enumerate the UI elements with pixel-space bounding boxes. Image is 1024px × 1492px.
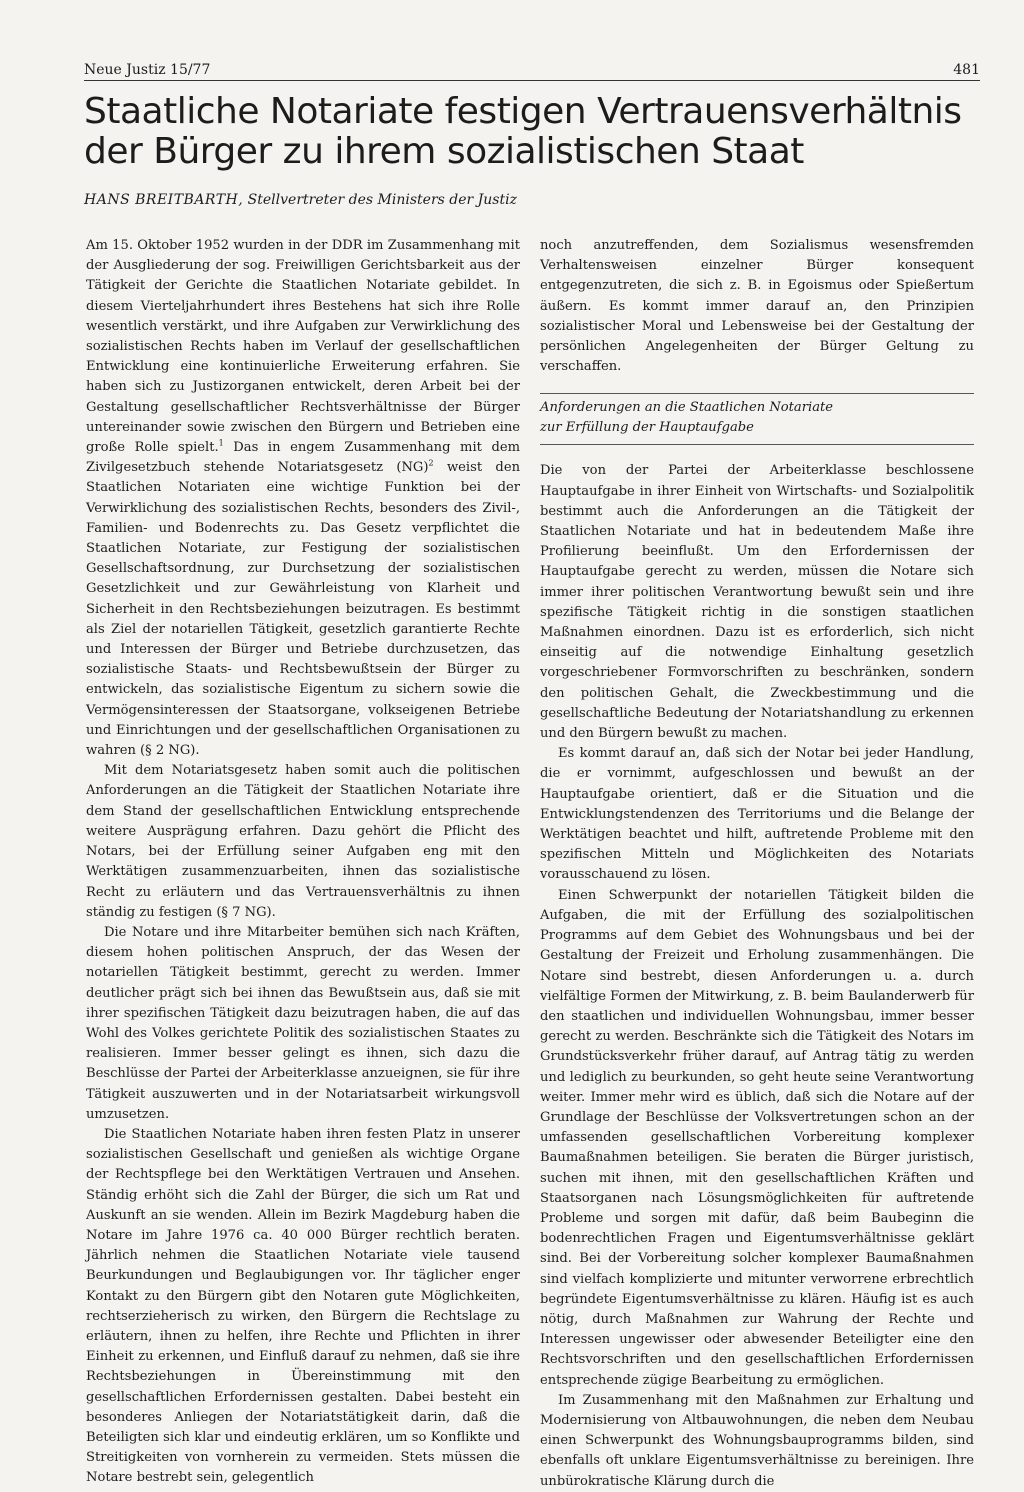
section-heading-line-2: zur Erfüllung der Hauptaufgabe [540, 420, 754, 436]
title-line-2: der Bürger zu ihrem sozialistischen Staat [84, 131, 804, 172]
paragraph: Die von der Partei der Arbeiterklasse beschlossene Hauptaufgabe in ihrer Einheit von Wirtschafts- und Sozialpolitik bestimmt auch die Anforderungen an die Tätigkeit der Staatlichen Notariate und hat in bedeutendem Maße ihre Profilierung beeinflußt. Um den Erfordernissen der Hauptaufgabe gerecht zu werden, müssen die Notare sich immer ihrer politischen Verantwortung bewußt sein und ihre spezifische Tätigkeit richtig in die sonstigen staatlichen Maßnahmen einordnen. Dazu ist es erforderlich, sich nicht einseitig auf die notwendige Einhaltung gesetzlich vorgeschriebener Formvorschriften zu beschränken, sondern den politischen Gehalt, die Zweckbestimmung und die gesellschaftliche Bedeutung der Notariatshandlung zu erkennen und den Bürgern bewußt zu machen. [540, 463, 974, 742]
footnote-marker: 2 [428, 458, 434, 468]
paragraph-text: Das in engem Zusammenhang mit dem Zivilgesetzbuch stehende Notariatsgesetz (NG) [86, 440, 520, 476]
section-heading [540, 393, 974, 445]
paragraph: Die Notare und ihre Mitarbeiter bemühen sich nach Kräften, diesem hohen politischen Anspruch, der das Wesen der notariellen Tätigkeit bestimmt, gerecht zu werden. Immer deutlicher prägt sich bei ihnen das Bewußtsein aus, daß sie mit ihrer spezifischen Tätigkeit dazu beizutragen haben, die auf das Wohl des Volkes gerichtete Politik des sozialistischen Staates zu realisieren. Immer besser gelingt es ihnen, sich dazu die Beschlüsse der Partei der Arbeiterklasse anzueignen, sie für ihre Tätigkeit auszuwerten und in der Notariatsarbeit wirkungsvoll umzusetzen. [86, 924, 520, 1122]
paragraph: noch anzutreffenden, dem Sozialismus wesensfremden Verhaltensweisen einzelner Bürger konsequent entgegenzutreten, die sich z. B. in Egoismus oder Spießertum äußern. Es kommt immer darauf an, den Prinzipien sozialistischer Moral und Lebensweise bei der Gestaltung der persönlichen Angelegenheiten der Bürger Geltung zu verschaffen. [540, 238, 974, 375]
author-name: HANS BREITBARTH, [84, 192, 244, 208]
section-heading-line-1: Anforderungen an die Staatlichen Notariate [540, 400, 834, 416]
paragraph: Die Staatlichen Notariate haben ihren festen Platz in unserer sozialistischen Gesellschaft und genießen als wichtige Organe der Rechtspflege bei den Werktätigen Vertrauen und Ansehen. Ständig erhöht sich die Zahl der Bürger, die sich um Rat und Auskunft an sie wenden. Allein im Bezirk Magdeburg haben die Notare im Jahre 1976 ca. 40 000 Bürger rechtlich beraten. Jährlich nehmen die Staatlichen Notariate viele tausend Beurkundungen und Beglaubigungen vor. Ihr täglicher enger Kontakt zu den Bürgern gibt den Notaren gute Möglichkeiten, rechtserzieherisch zu wirken, den Bürgern die Rechtslage zu erläutern, ihnen zu helfen, ihre Rechte und Pflichten in ihrer Einheit zu erkennen, und Einfluß darauf zu nehmen, daß sie ihre Rechtsbeziehungen in Übereinstimmung mit den gesellschaftlichen Erfordernissen gestalten. Dabei besteht ein besonderes Anliegen der Notariatstätigkeit darin, daß die Beteiligten sich klar und eindeutig erklären, um so Konflikte und Streitigkeiten von vornherein zu vermeiden. Stets müssen die Notare bestrebt sein, gelegentlich [86, 1126, 520, 1486]
right-column [540, 236, 974, 1492]
author-role: Stellvertreter des Ministers der Justiz [247, 192, 517, 208]
paragraph-text: weist den Staatlichen Notariaten eine wichtige Funktion bei der Verwirklichung des sozialistischen Rechts, besonders des Zivil-, Familien- und Bodenrechts zu. Das Gesetz verpflichtet die Staatlichen Notariate, zur Festigung der sozialistischen Gesellschaftsordnung, zur Durchsetzung der sozialistischen Gesetzlichkeit und zur Gewährleistung von Klarheit und Sicherheit in den Rechtsbeziehungen beizutragen. Es bestimmt als Ziel der notariellen Tätigkeit, gesetzlich garantierte Rechte und Interessen der Bürger und Betriebe durchzusetzen, das sozialistische Staats- und Rechtsbewußtsein der Bürger zu entwickeln, das sozialistische Eigentum zu sichern sowie die Vermögensinteressen der Staatsorgane, volkseigenen Betriebe und Einrichtungen und der gesellschaftlichen Organisationen zu wahren (§ 2 NG). [86, 460, 521, 759]
running-head [84, 62, 980, 81]
footnote-marker: 1 [218, 438, 224, 448]
paragraph: Im Zusammenhang mit den Maßnahmen zur Erhaltung und Modernisierung von Altbauwohnungen, die neben dem Neubau einen Schwerpunkt des Wohnungsbauprogramms bilden, sind ebenfalls oft unklare Eigentumsverhältnisse zu bereinigen. Ihre unbürokratische Klärung durch die [540, 1392, 974, 1489]
author-line [84, 192, 984, 208]
article-title [84, 92, 984, 172]
paragraph: Es kommt darauf an, daß sich der Notar bei jeder Handlung, die er vornimmt, aufgeschlossen und bewußt an der Hauptaufgabe orientiert, daß er die Situation und die Entwicklungstendenzen des Territoriums und die Belange der Werktätigen beachtet und hilft, auftretende Probleme mit den spezifischen Mitteln und Möglichkeiten des Notariats vorausschauend zu lösen. [540, 746, 974, 883]
paragraph-text: Am 15. Oktober 1952 wurden in der DDR im Zusammenhang mit der Ausgliederung der sog. Freiwilligen Gerichtsbarkeit aus der Tätigkeit der Gerichte die Staatlichen Notariate gebildet. In diesem Vierteljahrhundert ihres Bestehens hat sich ihre Rolle wesentlich verstärkt, und ihre Aufgaben zur Verwirklichung des sozialistischen Rechts haben im Verlauf der gesellschaftlichen Entwicklung eine kontinuierliche Erweiterung erfahren. Sie haben sich zu Justizorganen entwickelt, deren Arbeit bei der Gestaltung gesellschaftlicher Rechtsverhältnisse der Bürger untereinander sowie zwischen den Bürgern und Betrieben eine große Rolle spielt. [86, 238, 520, 456]
title-line-1: Staatliche Notariate festigen Vertrauensverhältnis [84, 91, 962, 132]
paragraph: Mit dem Notariatsgesetz haben somit auch die politischen Anforderungen an die Tätigkeit der Staatlichen Notariate ihre dem Stand der gesellschaftlichen Entwicklung entsprechende weitere Ausprägung erfahren. Dazu gehört die Pflicht des Notars, bei der Erfüllung seiner Aufgaben eng mit den Werktätigen zusammenzuarbeiten, ihnen das sozialistische Recht zu erläutern und das Vertrauensverhältnis zu ihnen ständig zu festigen (§ 7 NG). [86, 763, 520, 920]
paragraph: Einen Schwerpunkt der notariellen Tätigkeit bilden die Aufgaben, die mit der Erfüllung des sozialpolitischen Programms auf dem Gebiet des Wohnungsbaus und bei der Gestaltung der Freizeit und Erholung zusammenhängen. Die Notare sind bestrebt, diesen Anforderungen u. a. durch vielfältige Formen der Mitwirkung, z. B. beim Baulanderwerb für den staatlichen und individuellen Wohnungsbau, immer besser gerecht zu werden. Beschränkte sich die Tätigkeit des Notars im Grundstücksverkehr früher darauf, auf Antrag tätig zu werden und lediglich zu beurkunden, so geht heute seine Verantwortung weiter. Immer mehr wird es üblich, daß sich die Notare auf der Grundlage der Beschlüsse der Volksvertretungen schon an der umfassenden gesellschaftlichen Vorbereitung komplexer Baumaßnahmen beteiligen. Sie beraten die Bürger juristisch, suchen mit ihnen, mit den gesellschaftlichen Kräften und Staatsorganen nach Lösungsmöglichkeiten für auftretende Probleme und sorgen mit dafür, daß beim Baubeginn die bodenrechtlichen Fragen und Eigentumsverhältnisse geklärt sind. Bei der Vorbereitung solcher komplexer Baumaßnahmen sind vielfach komplizierte und mitunter verworrene erbrechtlich begründete Eigentumsverhältnisse zu klären. Häufig ist es auch nötig, durch Maßnahmen zur Wahrung der Rechte und Interessen ungewisser oder abwesender Beteiligter eine den Rechtsvorschriften und den gesellschaftlichen Erfordernissen entsprechende zügige Bearbeitung zu ermöglichen. [540, 887, 974, 1388]
paragraph [86, 236, 520, 761]
page-number: 481 [953, 62, 980, 78]
left-column [86, 236, 520, 1489]
journal-issue: Neue Justiz 15/77 [84, 62, 211, 78]
